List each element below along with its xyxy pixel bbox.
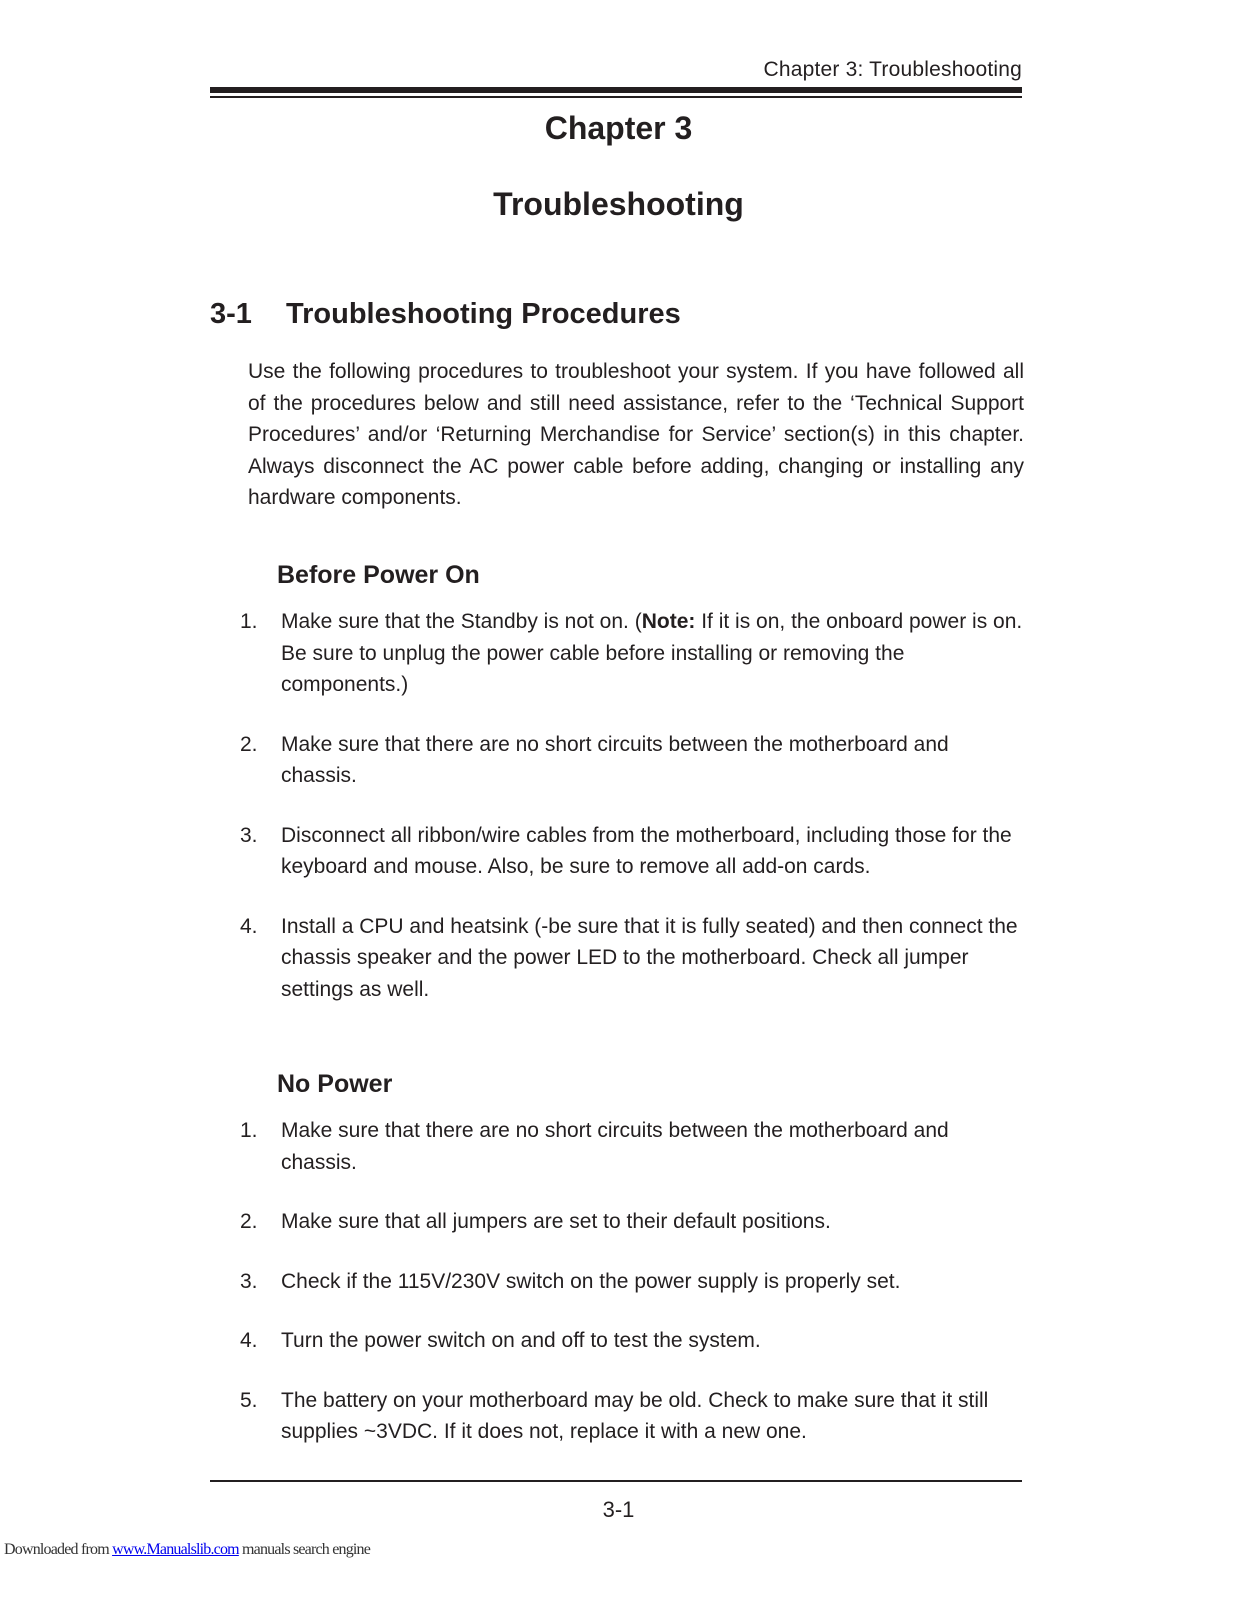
item-number: 2. — [240, 732, 258, 756]
item-text: Disconnect all ribbon/wire cables from the motherboard, including those for the keyboard and mouse. Also, be sure to remove all add-on cards. — [281, 823, 1012, 878]
item-text: Make sure that the Standby is not on. ( — [281, 610, 642, 633]
list-item — [240, 729, 1030, 792]
item-number: 4. — [240, 914, 258, 938]
list-item — [240, 911, 1030, 1006]
item-text: Turn the power switch on and off to test the system. — [281, 1329, 761, 1352]
list-item — [240, 606, 1030, 701]
item-number: 4. — [240, 1329, 258, 1352]
footer-prefix: Downloaded from — [4, 1541, 113, 1558]
section-number: 3-1 — [210, 298, 252, 330]
item-text: Make sure that there are no short circuits between the motherboard and chassis. — [281, 732, 949, 787]
page-number: 3-1 — [602, 1497, 635, 1522]
item-text: The battery on your motherboard may be old. Check to make sure that it still supplies ~3VDC. If it does not, replace it with a new one. — [281, 1388, 989, 1443]
no-power-list — [240, 1115, 1030, 1448]
footer-suffix: manuals search engine — [238, 1541, 371, 1558]
list-item — [240, 1206, 1030, 1238]
item-number: 3. — [240, 823, 258, 847]
item-text: Make sure that there are no short circuits between the motherboard and chassis. — [281, 1119, 949, 1174]
footer-rule — [210, 1480, 1022, 1482]
item-number: 1. — [240, 1119, 258, 1142]
chapter-title: Troubleshooting — [493, 186, 744, 222]
item-text: Install a CPU and heatsink (-be sure that it is fully seated) and then connect the chassis speaker and the power LED to the motherboard. Check all jumper settings as well. — [281, 914, 1018, 1001]
no-power-heading: No Power — [277, 1070, 393, 1098]
section-heading — [210, 298, 681, 331]
note-label: Note: — [641, 610, 696, 633]
item-text: Check if the 115V/230V switch on the power supply is properly set. — [281, 1269, 901, 1293]
list-item — [240, 1115, 1030, 1178]
header-rule-thick — [210, 87, 1022, 93]
list-item — [240, 1325, 1030, 1357]
item-text-cont: If it is on, the onboard power is on. Be sure to unplug the power cable before installing or removing the components.) — [281, 610, 1023, 696]
section-title: Troubleshooting Procedures — [286, 298, 681, 330]
item-number: 3. — [240, 1269, 258, 1293]
item-number: 1. — [240, 610, 258, 633]
chapter-number: Chapter 3 — [544, 110, 693, 146]
item-number: 2. — [240, 1210, 258, 1233]
manualslib-link[interactable]: www.Manualslib.com — [112, 1541, 239, 1558]
list-item — [240, 1266, 1030, 1298]
item-number: 5. — [240, 1388, 258, 1412]
before-power-on-heading: Before Power On — [277, 561, 480, 589]
header-rule-thin — [210, 96, 1022, 98]
intro-paragraph: Use the following procedures to troubleshoot your system. If you have followed all of the procedures below and still need assistance, refer to the ‘Technical Support Procedures’ and/or ‘Returning Merchandise for Service’ section(s) in this chapter. Always disconnect the AC power cable before adding, changing or installing any hardware components. — [248, 360, 1024, 509]
running-header: Chapter 3: Troubleshooting — [763, 58, 1022, 81]
before-power-on-list — [240, 606, 1030, 1005]
list-item — [240, 820, 1030, 883]
item-text: Make sure that all jumpers are set to their default positions. — [281, 1210, 831, 1233]
list-item — [240, 1385, 1030, 1448]
download-footer — [4, 1541, 370, 1559]
